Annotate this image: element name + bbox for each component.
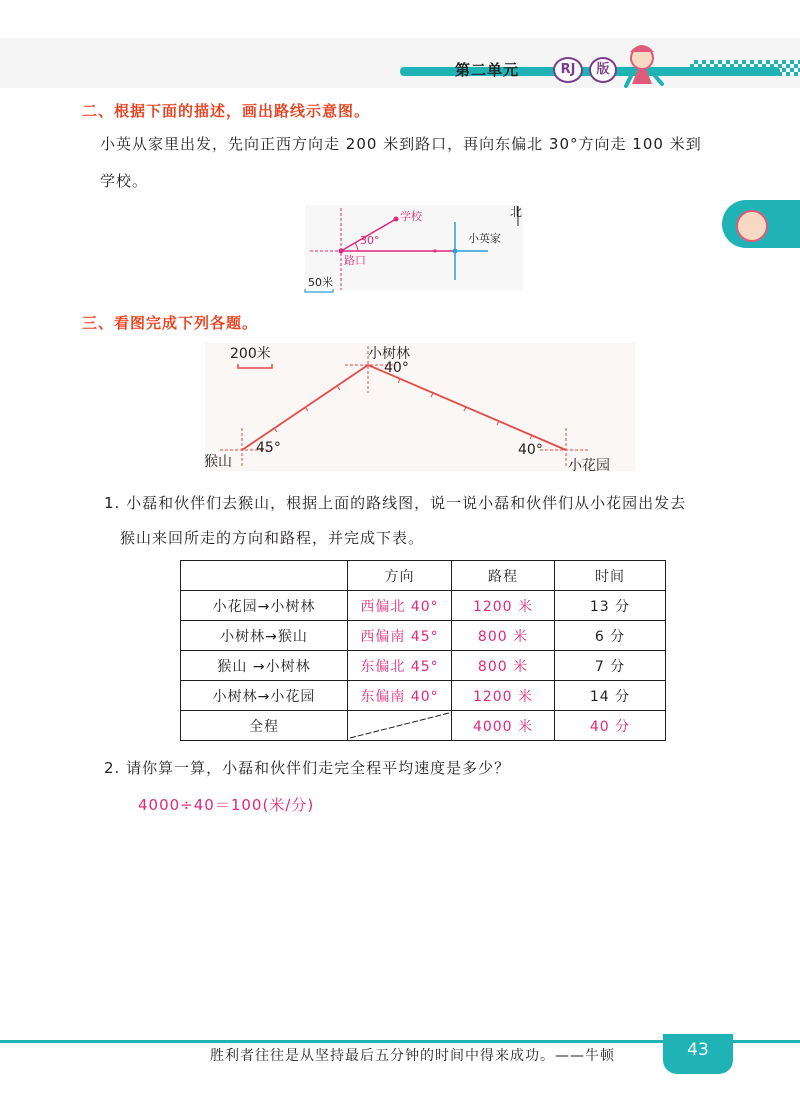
table-total-row (181, 711, 666, 741)
question2: 2. 请你算一算，小磊和伙伴们走完全程平均速度是多少？ (104, 759, 511, 777)
route-cell: 小树林→小花园 (181, 681, 348, 711)
grove-angle-label: 40° (384, 360, 409, 376)
crossing-point (339, 249, 344, 254)
total-label-cell: 全程 (181, 711, 348, 741)
table-header-cell: 方向 (348, 561, 452, 591)
school-label: 学校 (400, 210, 422, 223)
table-header-cell: 路程 (452, 561, 555, 591)
angle-label: 30° (360, 234, 380, 247)
home-label: 小英家 (468, 232, 501, 245)
school-point (394, 217, 399, 222)
direction-cell: 西偏南 45° (348, 621, 452, 651)
monkey-angle-label: 45° (256, 440, 281, 456)
route-cell: 小树林→猴山 (181, 621, 348, 651)
question1-line1: 1. 小磊和伙伴们去猴山，根据上面的路线图，说一说小磊和伙伴们从小花园出发去 (104, 494, 687, 512)
crossing-label: 路口 (344, 254, 366, 267)
home-point (453, 249, 458, 254)
map-scale-label: 200米 (230, 346, 271, 362)
total-distance-cell: 4000 米 (452, 711, 555, 741)
footer-quote: 胜利者往往是从坚持最后五分钟的时间中得来成功。——牛顿 (210, 1048, 615, 1064)
time-cell: 7 分 (555, 651, 666, 681)
mascot-icon (612, 40, 692, 88)
table-header-cell: 时间 (555, 561, 666, 591)
page-number: 43 (687, 1040, 709, 1060)
route-cell: 猴山 →小树林 (181, 651, 348, 681)
total-time-cell: 40 分 (555, 711, 666, 741)
table-row (181, 681, 666, 711)
question2-answer: 4000÷40＝100(米/分) (138, 796, 315, 814)
time-cell: 13 分 (555, 591, 666, 621)
tick-mark (434, 250, 437, 253)
table-header-cell (181, 561, 348, 591)
question1-line2: 猴山来回所走的方向和路程，并完成下表。 (120, 529, 425, 547)
direction-cell: 东偏南 40° (348, 681, 452, 711)
distance-cell: 800 米 (452, 621, 555, 651)
north-label: 北 (510, 205, 523, 219)
edition-badge-rj: RJ (553, 57, 583, 83)
garden-label: 小花园 (568, 458, 610, 474)
section2-title: 二、根据下面的描述，画出路线示意图。 (82, 102, 371, 120)
direction-cell: 东偏北 45° (348, 651, 452, 681)
garden-angle-label: 40° (518, 442, 543, 458)
route-table (180, 560, 666, 741)
table-row (181, 621, 666, 651)
unit-title: 第二单元 (455, 61, 520, 79)
distance-cell: 800 米 (452, 651, 555, 681)
direction-cell: 西偏北 40° (348, 591, 452, 621)
checker-decoration (690, 60, 800, 76)
section3-title: 三、看图完成下列各题。 (82, 314, 259, 332)
table-row (181, 651, 666, 681)
scale-label: 50米 (308, 276, 333, 289)
grove-label: 小树林 (368, 346, 410, 362)
route-cell: 小花园→小树林 (181, 591, 348, 621)
table-header-row (181, 561, 666, 591)
distance-cell: 1200 米 (452, 681, 555, 711)
side-mascot-icon (736, 210, 768, 242)
edition-badge-ban: 版 (589, 57, 617, 83)
route-map-diagram (200, 338, 640, 478)
diagonal-slash (348, 711, 451, 740)
table-row (181, 591, 666, 621)
section2-text-line1: 小英从家里出发，先向正西方向走 200 米到路口，再向东偏北 30°方向走 100 米到 (100, 135, 702, 153)
route-sketch-diagram (300, 200, 530, 295)
time-cell: 6 分 (555, 621, 666, 651)
blank-diagonal-cell (348, 711, 452, 741)
distance-cell: 1200 米 (452, 591, 555, 621)
section2-text-line2: 学校。 (100, 172, 149, 190)
monkey-mountain-label: 猴山 (204, 454, 232, 470)
time-cell: 14 分 (555, 681, 666, 711)
